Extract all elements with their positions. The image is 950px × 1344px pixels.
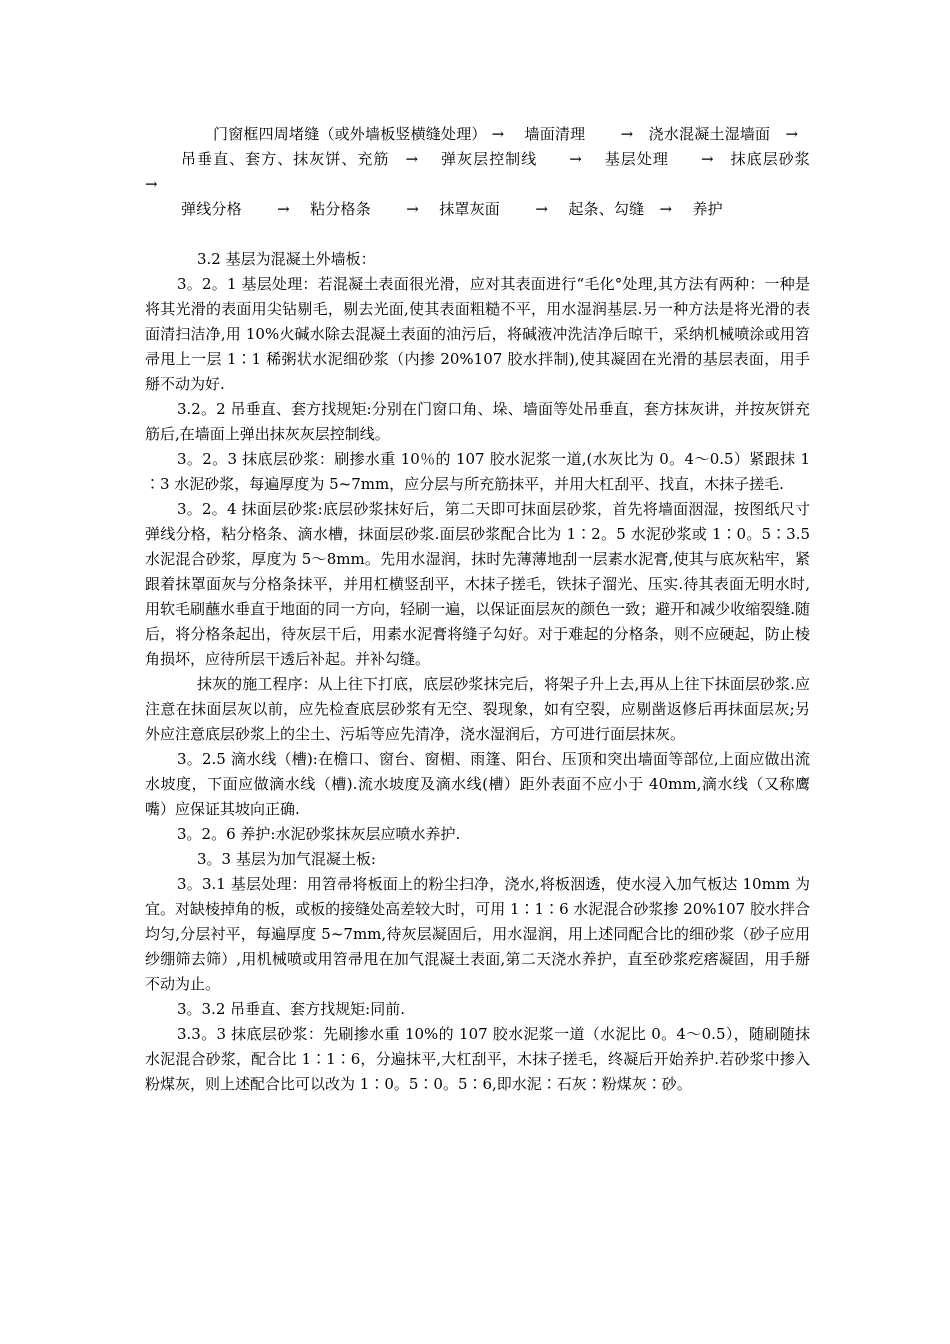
paragraph-3-2-4: 3。2。4 抹面层砂浆:底层砂浆抹好后，第二天即可抹面层砂浆，首先将墙面洇湿，按图纸尺寸弹线分格，粘分格条、滴水槽，抹面层砂浆.面层砂浆配合比为 1∶2。5 水泥砂浆或 1∶0。5∶3.5 水泥混合砂浆，厚度为 5～8mm。先用水湿润，抹时先薄薄地刮一层素水泥膏,使其与底灰粘牢，紧跟着抹罩面灰与分格条抹平，并用杠横竖刮平，木抹子搓毛，铁抹子溜光、压实.待其表面无明水时,用软毛刷蘸水垂直于地面的同一方向，轻刷一遍，以保证面层灰的颜色一致；避开和减少收缩裂缝.随后，将分格条起出，待灰层干后，用素水泥膏将缝子勾好。对于难起的分格条，则不应硬起，防止棱角损坏，应待所层干透后补起。并补勾缝。 bbox=[145, 500, 810, 668]
section-heading-3-3: 3。3 基层为加气混凝土板: bbox=[197, 850, 376, 868]
document-page bbox=[145, 122, 841, 1097]
spacer bbox=[145, 222, 810, 247]
paragraph-plaster-procedure: 抹灰的施工程序：从上往下打底，底层砂浆抹完后，将架子升上去,再从上往下抹面层砂浆.应注意在抹面层灰以前，应先检查底层砂浆有无空、裂现象，如有空裂，应剔凿返修后再抹面层灰;另外应注意底层砂浆上的尘土、污垢等应先清净，浇水湿润后，方可进行面层抹灰。 bbox=[145, 675, 810, 743]
paragraph-3-3-1: 3。3.1 基层处理：用笤帚将板面上的粉尘扫净，浇水,将板洇透，使水浸入加气板达 10mm 为宜。对缺棱掉角的板，或板的接缝处高差较大时，可用 1∶1∶6 水泥混合砂浆掺 20%107 胶水拌合均匀,分层衬平，每遍厚度 5~7mm,待灰层凝固后，用水湿润，用上述同配合比的细砂浆（砂子应用纱绷筛去筛）,用机械喷或用笤帚甩在加气混凝土表面,第二天浇水养护，直至砂浆疙瘩凝固，用手掰不动为止。 bbox=[145, 875, 810, 993]
paragraph-3-2-3: 3。2。3 抹底层砂浆：刷掺水重 10％的 107 胶水泥浆一道,(水灰比为 0。4～0.5）紧跟抹 1∶3 水泥砂浆，每遍厚度为 5~7mm，应分层与所充筋抹平，并用大杠刮平、找直，木抹子搓毛. bbox=[145, 450, 810, 493]
document-body bbox=[145, 247, 810, 1097]
section-heading-3-2: 3.2 基层为混凝土外墙板： bbox=[197, 250, 376, 268]
paragraph-3-3-3: 3.3。3 抹底层砂浆：先刷掺水重 10%的 107 胶水泥浆一道（水泥比 0。4～0.5），随刷随抹水泥混合砂浆，配合比 1∶1∶6，分遍抹平,大杠刮平，木抹子搓毛，终凝后开始养护.若砂浆中掺入粉煤灰，则上述配合比可以改为 1∶0。5∶0。5∶6,即水泥∶石灰∶粉煤灰∶砂。 bbox=[145, 1025, 810, 1093]
process-flow-line-3: 弹线分格 → 粘分格条 → 抹罩灰面 → 起条、勾缝 → 养护 bbox=[181, 200, 723, 218]
paragraph-3-3-2: 3。3.2 吊垂直、套方找规矩:同前. bbox=[177, 1000, 405, 1018]
paragraph-3-2-2: 3.2。2 吊垂直、套方找规矩:分别在门窗口角、垛、墙面等处吊垂直，套方抹灰讲，并按灰饼充筋后,在墙面上弹出抹灰灰层控制线。 bbox=[145, 400, 810, 443]
paragraph-3-2-5: 3。2.5 滴水线（槽):在檐口、窗台、窗楣、雨篷、阳台、压顶和突出墙面等部位,上面应做出流水坡度，下面应做滴水线（槽).流水坡度及滴水线(槽）距外表面不应小于 40mm,滴水线（又称鹰嘴）应保证其坡向正确. bbox=[145, 750, 810, 818]
process-flow bbox=[145, 122, 841, 222]
paragraph-3-2-1: 3。2。1 基层处理：若混凝土表面很光滑，应对其表面进行“毛化°处理,其方法有两种：一种是将其光滑的表面用尖钻剔毛，剔去光面,使其表面粗糙不平，用水湿润基层.另一种方法是将光滑的表面清扫洁净,用 10%火碱水除去混凝土表面的油污后，将碱液冲洗洁净后晾干，采纳机械喷涂或用笤帚甩上一层 1∶1 稀粥状水泥细砂浆（内掺 20%107 胶水拌制),使其凝固在光滑的基层表面，用手掰不动为好. bbox=[145, 275, 810, 393]
process-flow-line-1: 门窗框四周堵缝（或外墙板竖横缝处理） → 墙面清理 → 浇水混凝土湿墙面 → bbox=[213, 125, 799, 143]
paragraph-3-2-6: 3。2。6 养护:水泥砂浆抹灰层应喷水养护. bbox=[177, 825, 461, 843]
process-flow-line-2: 吊垂直、套方、抹灰饼、充筋 → 弹灰层控制线 → 基层处理 → 抹底层砂浆 → bbox=[145, 150, 841, 193]
